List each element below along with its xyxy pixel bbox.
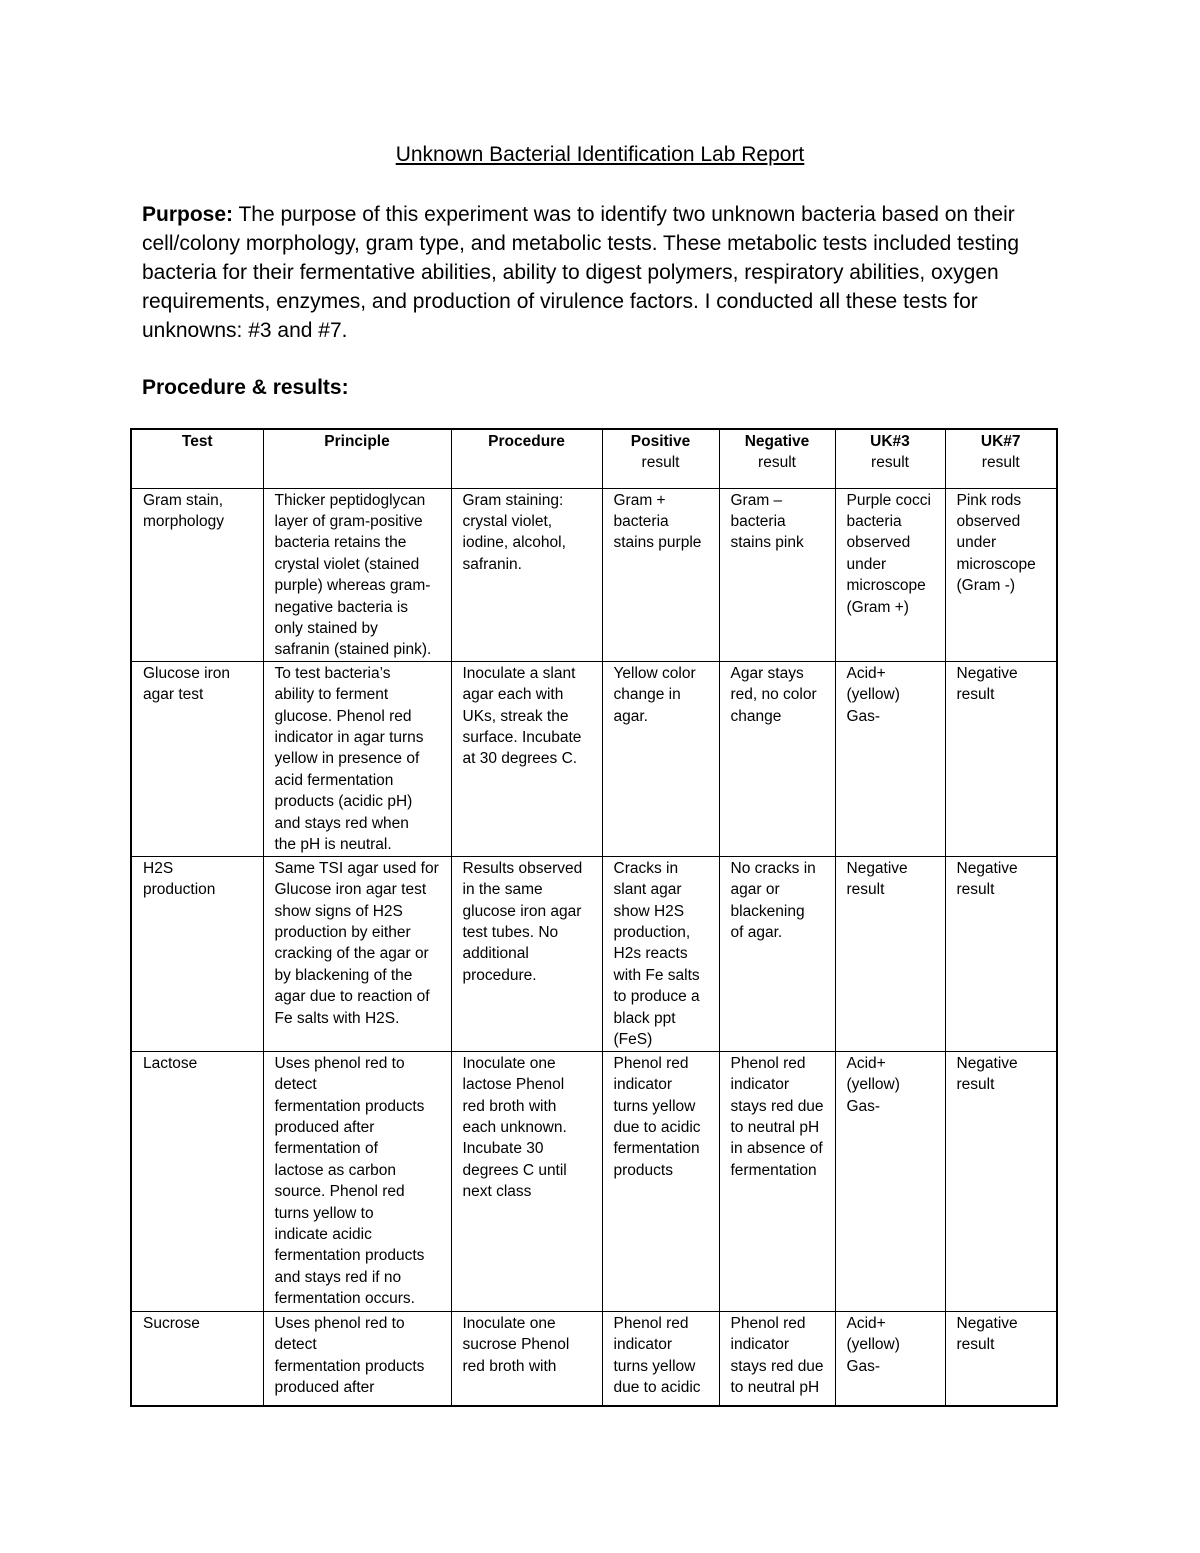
lactose-uk3-result-cell: Acid+ (yellow) Gas- [835, 1051, 945, 1311]
header-principle-label: Principle [324, 433, 390, 450]
h2s-uk3-result-cell: Negative result [835, 856, 945, 1051]
h2s-principle-cell: Same TSI agar used for Glucose iron agar test show signs of H2S production by either cracking of the agar or by blackening of the agar due to reaction of Fe salts with H2S. [263, 856, 451, 1051]
gram-stain-uk3-result-cell: Purple cocci bacteria observed under microscope (Gram +) [835, 488, 945, 661]
lactose-uk7-result-cell: Negative result [945, 1051, 1057, 1311]
h2s-test-cell: H2S production [131, 856, 263, 1051]
sucrose-uk7-result-cell: Negative result [945, 1311, 1057, 1406]
sucrose-positive-result-cell: Phenol red indicator turns yellow due to acidic [602, 1311, 719, 1406]
lactose-positive-result-cell: Phenol red indicator turns yellow due to acidic fermentation products [602, 1051, 719, 1311]
table-row-lactose [131, 1051, 1057, 1311]
gram-stain-principle-cell: Thicker peptidoglycan layer of gram-positive bacteria retains the crystal violet (stained purple) whereas gram- negative bacteria is only stained by safranin (stained pink). [263, 488, 451, 661]
h2s-negative-result-cell: No cracks in agar or blackening of agar. [719, 856, 835, 1051]
glucose-iron-procedure-cell: Inoculate a slant agar each with UKs, streak the surface. Incubate at 30 degrees C. [451, 661, 602, 856]
header-procedure [451, 429, 602, 488]
header-positive-label: Positive [630, 433, 691, 450]
header-negative-sub: result [758, 454, 796, 472]
table-row-sucrose [131, 1311, 1057, 1406]
lactose-principle-cell: Uses phenol red to detect fermentation products produced after fermentation of lactose as carbon source. Phenol red turns yellow to indicate acidic fermentation products and stays red if no fermentation occurs. [263, 1051, 451, 1311]
table-row-glucose-iron [131, 661, 1057, 856]
glucose-iron-uk3-result-cell: Acid+ (yellow) Gas- [835, 661, 945, 856]
procedure-results-heading: Procedure & results: [142, 376, 349, 399]
header-principle [263, 429, 451, 488]
header-uk7-sub: result [981, 454, 1020, 472]
lactose-procedure-cell: Inoculate one lactose Phenol red broth with each unknown. Incubate 30 degrees C until next class [451, 1051, 602, 1311]
h2s-positive-result-cell: Cracks in slant agar show H2S production, H2s reacts with Fe salts to produce a black ppt (FeS) [602, 856, 719, 1051]
header-uk3-label: UK#3 [870, 433, 910, 450]
gram-stain-negative-result-cell: Gram – bacteria stains pink [719, 488, 835, 661]
header-uk7-result [945, 429, 1057, 488]
header-negative-label: Negative [744, 433, 810, 450]
h2s-uk7-result-cell: Negative result [945, 856, 1057, 1051]
glucose-iron-uk7-result-cell: Negative result [945, 661, 1057, 856]
sucrose-negative-result-cell: Phenol red indicator stays red due to neutral pH [719, 1311, 835, 1406]
purpose-label: Purpose: [142, 203, 234, 226]
glucose-iron-negative-result-cell: Agar stays red, no color change [719, 661, 835, 856]
report-title: Unknown Bacterial Identification Lab Report [395, 143, 805, 166]
sucrose-test-cell: Sucrose [131, 1311, 263, 1406]
header-procedure-label: Procedure [488, 433, 565, 450]
gram-stain-procedure-cell: Gram staining: crystal violet, iodine, alcohol, safranin. [451, 488, 602, 661]
table-header-row [131, 429, 1057, 488]
glucose-iron-test-cell: Glucose iron agar test [131, 661, 263, 856]
gram-stain-uk7-result-cell: Pink rods observed under microscope (Gram -) [945, 488, 1057, 661]
gram-stain-test-cell: Gram stain, morphology [131, 488, 263, 661]
header-negative-result [719, 429, 835, 488]
glucose-iron-positive-result-cell: Yellow color change in agar. [602, 661, 719, 856]
header-test-label: Test [181, 433, 213, 450]
results-table [130, 428, 1058, 1407]
header-uk3-result [835, 429, 945, 488]
table-row-h2s [131, 856, 1057, 1051]
purpose-text: The purpose of this experiment was to identify two unknown bacteria based on their cell/colony morphology, gram type, and metabolic tests. These metabolic tests included testing bacteria for their fermentative abilities, ability to digest polymers, respiratory abilities, oxygen requirements, enzymes, and production of virulence factors. I conducted all these tests for unknowns: #3 and #7. [142, 203, 1020, 342]
sucrose-procedure-cell: Inoculate one sucrose Phenol red broth with [451, 1311, 602, 1406]
table-row-gram-stain [131, 488, 1057, 661]
header-positive-sub: result [641, 454, 680, 472]
purpose-paragraph [142, 200, 1082, 345]
header-uk7-label: UK#7 [980, 433, 1021, 450]
sucrose-principle-cell: Uses phenol red to detect fermentation products produced after [263, 1311, 451, 1406]
h2s-procedure-cell: Results observed in the same glucose iron agar test tubes. No additional procedure. [451, 856, 602, 1051]
glucose-iron-principle-cell: To test bacteria’s ability to ferment glucose. Phenol red indicator in agar turns yellow in presence of acid fermentation products (acidic pH) and stays red when the pH is neutral. [263, 661, 451, 856]
lactose-negative-result-cell: Phenol red indicator stays red due to neutral pH in absence of fermentation [719, 1051, 835, 1311]
header-test [131, 429, 263, 488]
header-positive-result [602, 429, 719, 488]
gram-stain-positive-result-cell: Gram + bacteria stains purple [602, 488, 719, 661]
sucrose-uk3-result-cell: Acid+ (yellow) Gas- [835, 1311, 945, 1406]
lactose-test-cell: Lactose [131, 1051, 263, 1311]
header-uk3-sub: result [871, 454, 909, 472]
